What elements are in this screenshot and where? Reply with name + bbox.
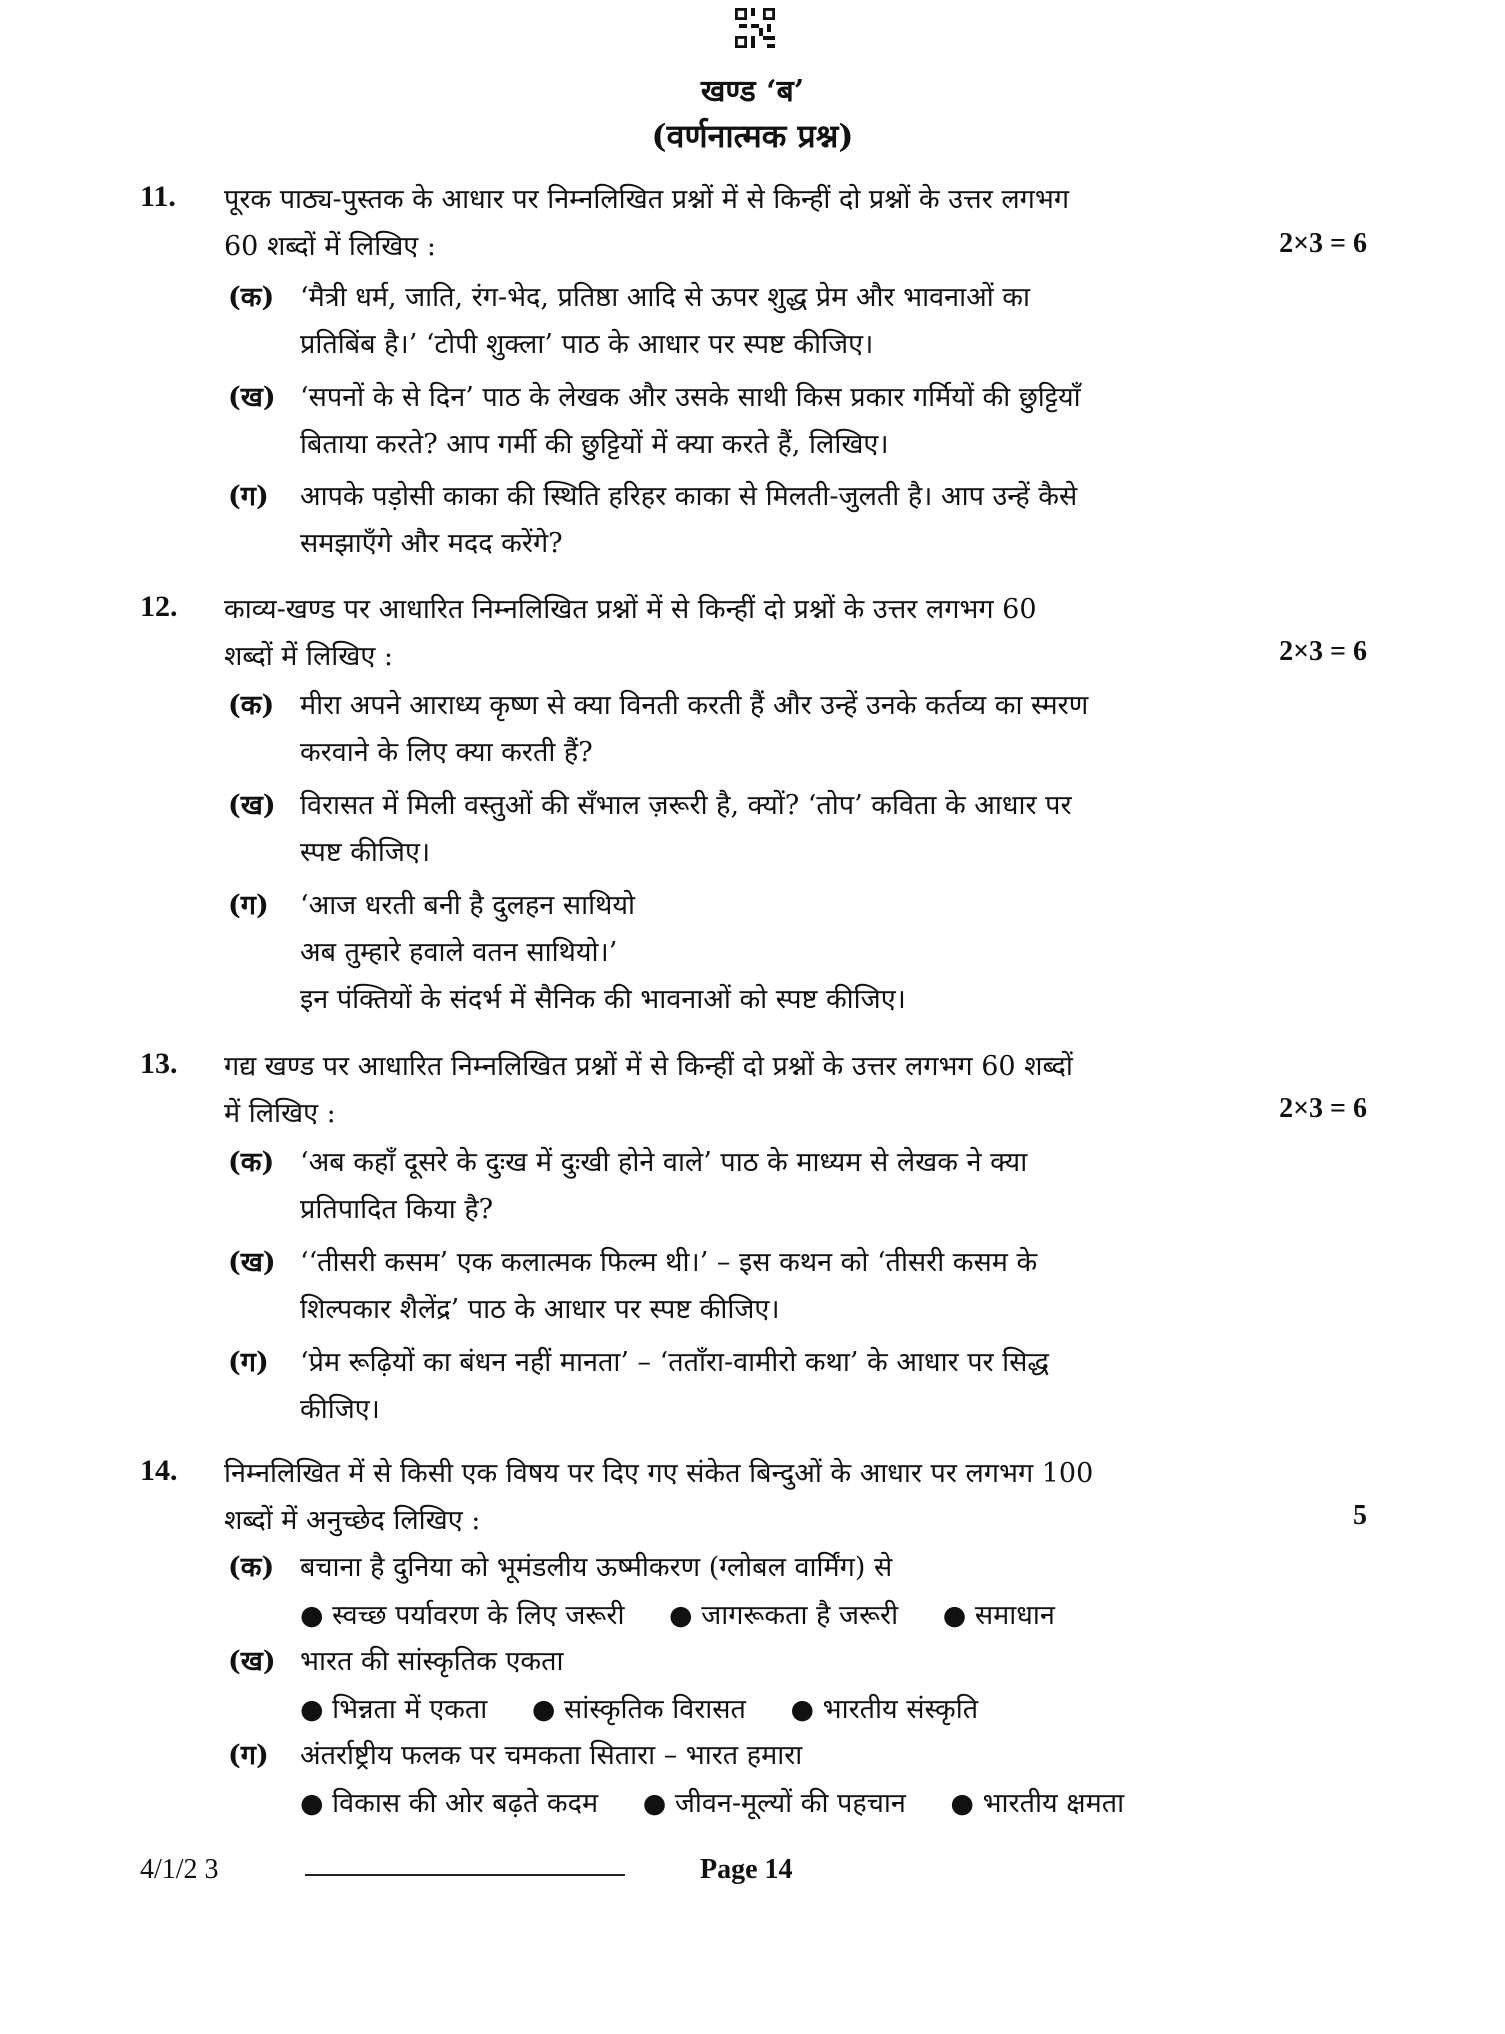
question-number: 14. xyxy=(140,1454,178,1487)
option-label: (क) xyxy=(228,1552,275,1583)
question-marks: 2×3 = 6 xyxy=(1279,1093,1367,1124)
option-label: (ख) xyxy=(228,790,276,821)
option-text: ‘सपनों के से दिन’ पाठ के लेखक और उसके साथी किस प्रकार गर्मियों की छुट्टियाँ बिताया करते? आप गर्मी की छुट्टियों में क्या करते हैं, लिखिए। xyxy=(300,382,1081,460)
question-stem: निम्नलिखित में से किसी एक विषय पर दिए गए संकेत बिन्दुओं के आधार पर लगभग 100 शब्दों में अनुच्छेद लिखिए : xyxy=(224,1458,1094,1536)
option-text: विरासत में मिली वस्तुओं की सँभाल ज़रूरी है, क्यों? ‘तोप’ कविता के आधार पर स्पष्ट कीजिए। xyxy=(300,790,1072,868)
option-text: ‘आज धरती बनी है दुलहन साथियो अब तुम्हारे हवाले वतन साथियो।’ इन पंक्तियों के संदर्भ में सैनिक की भावनाओं को स्पष्ट कीजिए। xyxy=(300,890,906,1015)
option-title: भारत की सांस्कृतिक एकता xyxy=(300,1646,564,1677)
option-label: (क) xyxy=(228,282,275,313)
option-text: आपके पड़ोसी काका की स्थिति हरिहर काका से मिलती-जुलती है। आप उन्हें कैसे समझाएँगे और मदद करेंगे? xyxy=(300,481,1078,559)
section-title: खण्ड ‘ब’ xyxy=(700,74,805,109)
option-label: (ग) xyxy=(228,1347,269,1378)
section-subtitle: (वर्णनात्मक प्रश्न) xyxy=(651,117,854,155)
option-title: बचाना है दुनिया को भूमंडलीय ऊष्मीकरण (ग्लोबल वार्मिंग) से xyxy=(300,1552,893,1583)
question-stem: पूरक पाठ्य-पुस्तक के आधार पर निम्नलिखित प्रश्नों में से किन्हीं दो प्रश्नों के उत्तर लगभग 60 शब्दों में लिखिए : xyxy=(224,184,1070,262)
option-title: अंतर्राष्ट्रीय फलक पर चमकता सितारा – भारत हमारा xyxy=(300,1740,803,1771)
option-label: (क) xyxy=(228,690,275,721)
option-label: (ख) xyxy=(228,1247,276,1278)
option-label: (ग) xyxy=(228,890,269,921)
footer-divider xyxy=(305,1874,625,1876)
option-label: (ख) xyxy=(228,382,276,413)
option-label: (ख) xyxy=(228,1646,276,1677)
option-label: (क) xyxy=(228,1147,275,1178)
question-number: 11. xyxy=(140,180,176,213)
question-marks: 2×3 = 6 xyxy=(1279,228,1367,259)
option-text: मीरा अपने आराध्य कृष्ण से क्या विनती करती हैं और उन्हें उनके कर्तव्य का स्मरण करवाने के लिए क्या करती हैं? xyxy=(300,690,1089,768)
option-label: (ग) xyxy=(228,481,269,512)
option-text: ‘अब कहाँ दूसरे के दुःख में दुःखी होने वाले’ पाठ के माध्यम से लेखक ने क्या प्रतिपादित किया है? xyxy=(300,1147,1028,1225)
option-label: (ग) xyxy=(228,1740,269,1771)
question-number: 13. xyxy=(140,1047,178,1080)
bullet-points: ● भिन्नता में एकता ● सांस्कृतिक विरासत ● भारतीय संस्कृति xyxy=(300,1694,979,1725)
option-text: ‘प्रेम रूढ़ियों का बंधन नहीं मानता’ – ‘तताँरा-वामीरो कथा’ के आधार पर सिद्ध कीजिए। xyxy=(300,1347,1049,1425)
question-stem: काव्य-खण्ड पर आधारित निम्नलिखित प्रश्नों में से किन्हीं दो प्रश्नों के उत्तर लगभग 60 शब्दों में लिखिए : xyxy=(224,594,1037,672)
option-text: ‘मैत्री धर्म, जाति, रंग-भेद, प्रतिष्ठा आदि से ऊपर शुद्ध प्रेम और भावनाओं का प्रतिबिंब है।’ ‘टोपी शुक्ला’ पाठ के आधार पर स्पष्ट कीजिए। xyxy=(300,282,1030,360)
page-number: Page 14 xyxy=(700,1854,793,1885)
qr-code-icon xyxy=(735,8,775,48)
bullet-points: ● विकास की ओर बढ़ते कदम ● जीवन-मूल्यों की पहचान ● भारतीय क्षमता xyxy=(300,1788,1125,1819)
paper-code: 4/1/2 3 xyxy=(140,1854,219,1885)
option-text: ‘‘तीसरी कसम’ एक कलात्मक फिल्म थी।’ – इस कथन को ‘तीसरी कसम के शिल्पकार शैलेंद्र’ पाठ के आधार पर स्पष्ट कीजिए। xyxy=(300,1247,1038,1325)
question-marks: 2×3 = 6 xyxy=(1279,636,1367,667)
question-marks: 5 xyxy=(1353,1500,1367,1531)
bullet-points: ● स्वच्छ पर्यावरण के लिए जरूरी ● जागरूकता है जरूरी ● समाधान xyxy=(300,1600,1055,1631)
question-stem: गद्य खण्ड पर आधारित निम्नलिखित प्रश्नों में से किन्हीं दो प्रश्नों के उत्तर लगभग 60 शब्दों में लिखिए : xyxy=(224,1051,1073,1129)
question-number: 12. xyxy=(140,590,178,623)
